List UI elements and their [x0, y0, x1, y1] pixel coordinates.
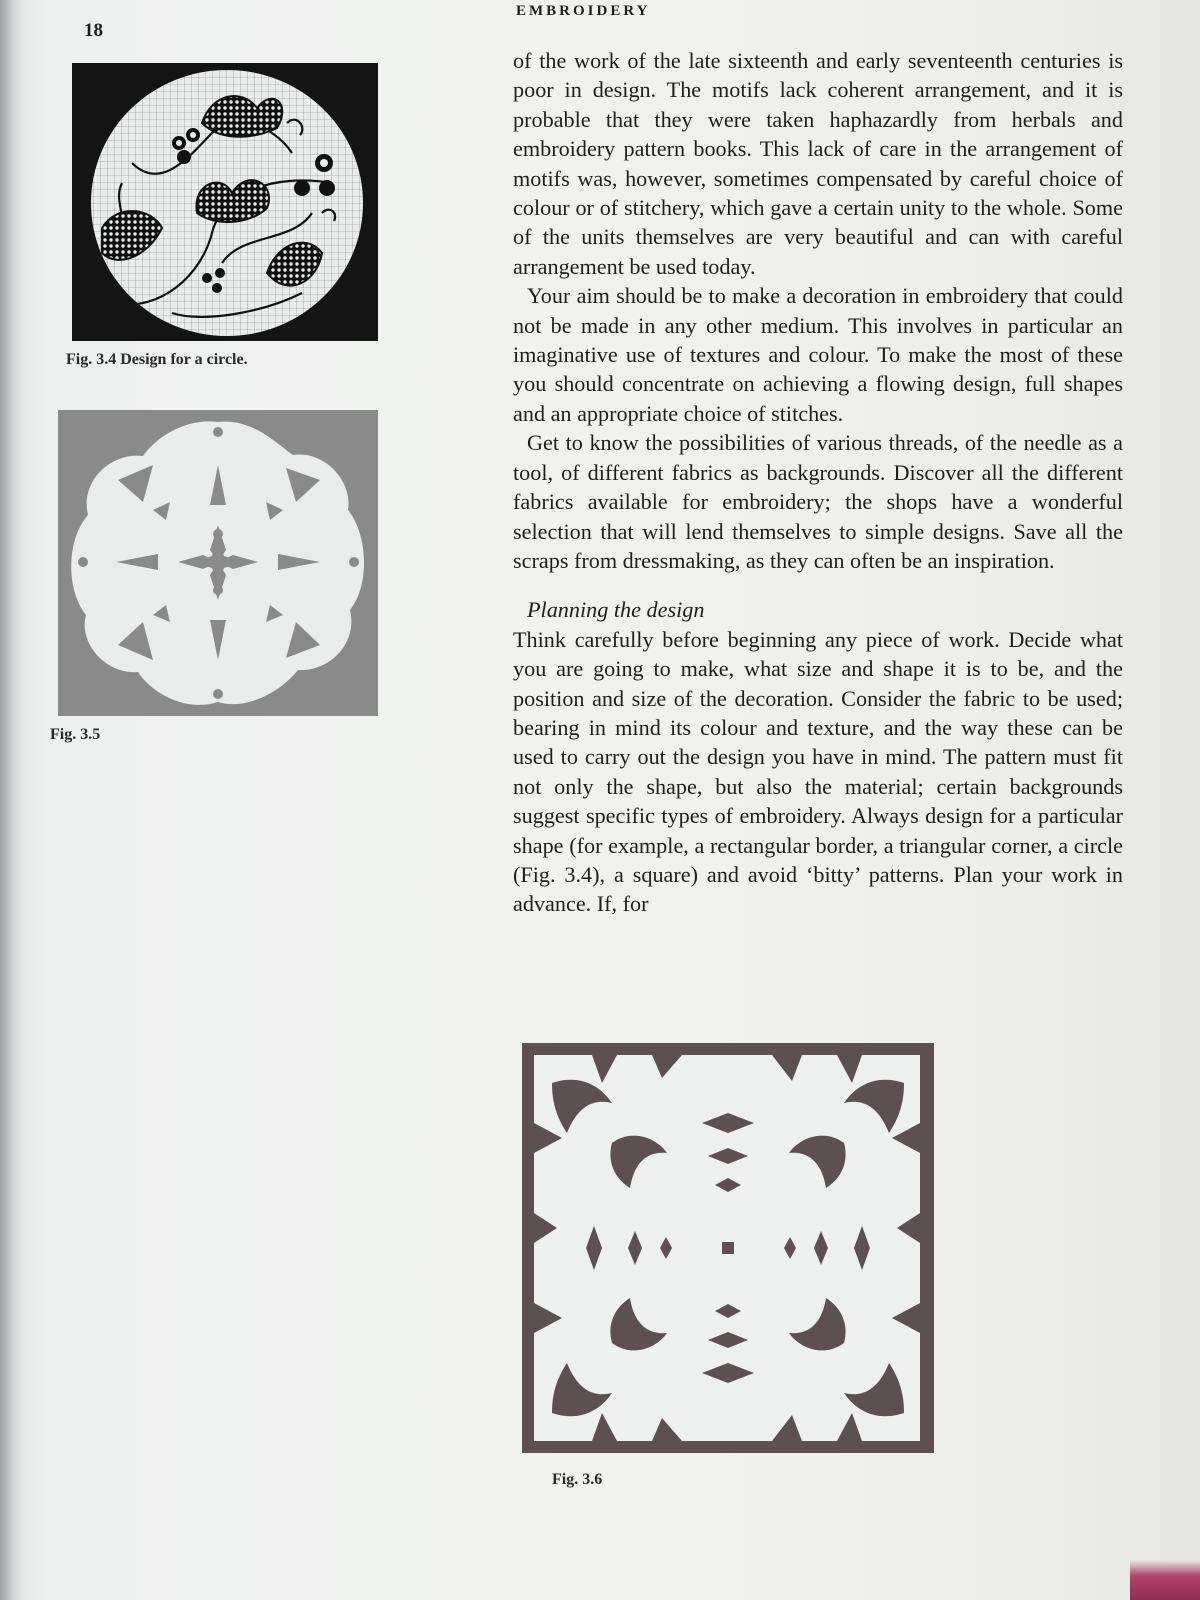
paragraph-4: Think carefully before beginning any piece of work. Decide what you are going to make, what size and shape it is to be, and the position and size of the decoration. Consider the fabric to be used; bearing in mind its colour and texture, and the way these can be used to carry out the design you have in mind. The pattern must fit not only the shape, but also the material; certain backgrounds suggest specific types of embroidery. Always design for a particular shape (for example, a rectangular border, a triangular corner, a circle (Fig. 3.4), a square) and avoid ‘bitty’ patterns. Plan your work in advance. If, for [513, 626, 1123, 917]
page-gutter-shadow [0, 0, 22, 1600]
body-text-top [513, 46, 1123, 919]
paragraph-3: Get to know the possibilities of various threads, of the needle as a tool, of different fabrics as backgrounds. Discover all the different fabrics available for embroidery; the shops have a wonderful selection that will lend themselves to simple designs. Save all the scraps from dressmaking, as they can often be an inspiration. [513, 430, 1123, 573]
paper-cut-circle-icon [58, 410, 378, 716]
figure-3-4 [72, 63, 378, 341]
paper-cut-square-icon [522, 1043, 934, 1453]
section-heading: Planning the design [527, 597, 705, 623]
figure-3-6 [522, 1043, 934, 1453]
figure-3-4-caption: Fig. 3.4 Design for a circle. [66, 351, 248, 368]
book-cover-edge [1130, 1560, 1200, 1600]
running-head: EMBROIDERY [516, 3, 651, 19]
embroidery-circle-design-icon [72, 63, 378, 341]
paragraph-1: of the work of the late sixteenth and early seventeenth centuries is poor in design. The motifs lack coherent arrangement, and it is probable that they were taken haphazardly from herbals and embroidery pattern books. This lack of care in the arrangement of motifs was, however, sometimes compensated by careful choice of colour or of stitchery, which gave a certain unity to the whole. Some of the units themselves are very beautiful and can with careful arrangement be used today. [513, 48, 1123, 279]
figure-3-6-caption: Fig. 3.6 [552, 1471, 603, 1488]
paragraph-2: Your aim should be to make a decoration in embroidery that could not be made in any other medium. This involves in particular an imaginative use of textures and colour. To make the most of these you should concentrate on achieving a flowing design, full shapes and an appropriate choice of stitches. [513, 283, 1123, 426]
page-number: 18 [84, 20, 103, 41]
figure-3-5 [58, 410, 378, 716]
figure-3-5-caption: Fig. 3.5 [50, 726, 101, 743]
